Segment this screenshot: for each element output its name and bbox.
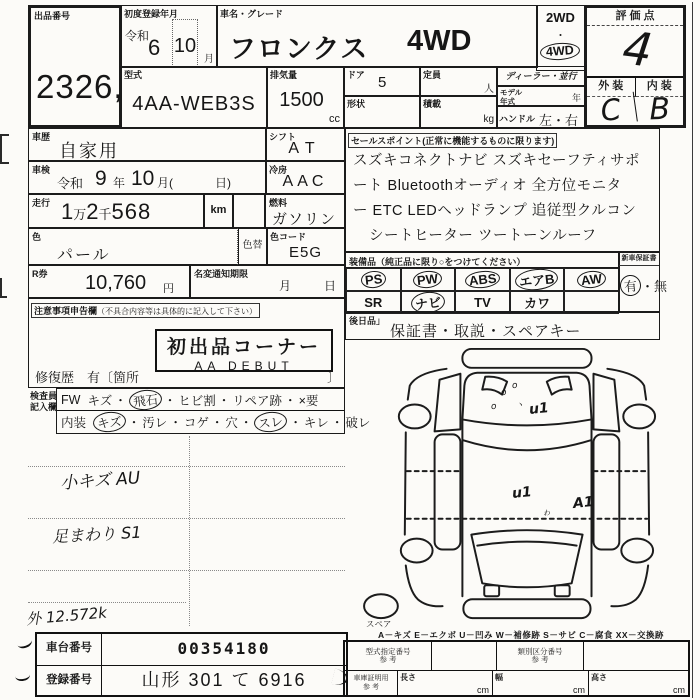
debut-stamp bbox=[155, 329, 333, 372]
mileage-part: 万 bbox=[73, 207, 87, 222]
inspector-item-separator: ・ bbox=[169, 416, 182, 430]
displacement-unit: cc bbox=[329, 113, 340, 125]
damage-mark: o bbox=[510, 380, 518, 391]
debut-stamp-line2: AA DEBUT bbox=[194, 359, 294, 373]
shape-label: 形状 bbox=[347, 99, 366, 109]
equipment-item-label: ナビ bbox=[410, 290, 446, 314]
model-year-unit: 年 bbox=[571, 93, 581, 103]
ac-cell bbox=[265, 161, 345, 194]
mileage-blank-cell bbox=[232, 194, 265, 228]
capacity-unit: 人 bbox=[484, 84, 494, 95]
r-ticket-value: 10,760 bbox=[85, 272, 147, 294]
class-number-cell bbox=[497, 642, 584, 670]
equipment-item bbox=[510, 268, 565, 291]
mileage-unit-cell bbox=[203, 194, 234, 228]
warranty-value bbox=[620, 275, 667, 296]
inspector-label-1: 検査員 bbox=[30, 391, 58, 401]
inspector-item: 汚レ bbox=[142, 416, 168, 430]
color-cell bbox=[28, 228, 239, 265]
width-cell bbox=[493, 671, 589, 696]
reference-row-1 bbox=[345, 642, 688, 671]
equipment-label: 装備品（純正品に限り○をつけてください） bbox=[349, 257, 526, 267]
inspector-item: 破レ bbox=[345, 416, 371, 430]
first-reg-month: 10 bbox=[172, 19, 198, 67]
inspection-day-unit: 日) bbox=[215, 176, 231, 190]
pen-stroke bbox=[14, 669, 30, 682]
equipment-item-label: PS bbox=[360, 270, 387, 290]
type-number-ref: 参 考 bbox=[379, 655, 397, 664]
shift-label: シフト bbox=[269, 132, 297, 142]
inspector-item: 穴 bbox=[225, 416, 238, 430]
width-unit: cm bbox=[573, 685, 585, 695]
capacity-cell bbox=[419, 66, 498, 97]
note-line bbox=[28, 570, 345, 571]
car-name: フロンクス bbox=[229, 34, 369, 64]
notice-box bbox=[28, 298, 345, 388]
warranty-yes-circled: 有 bbox=[619, 274, 642, 297]
inspector-item: リペア跡 bbox=[232, 393, 283, 408]
inspector-item-separator: ・ bbox=[289, 416, 302, 430]
notice-label-main: 注意事項申告欄 bbox=[34, 306, 98, 316]
first-registration-cell bbox=[120, 5, 218, 68]
inspection-era: 令和 bbox=[57, 176, 84, 191]
grade-values-row bbox=[587, 91, 683, 129]
inspector-label-2: 記入欄 bbox=[30, 402, 58, 412]
score-label: 評 価 点 bbox=[587, 8, 683, 26]
inspector-row bbox=[57, 411, 371, 433]
doors-cell bbox=[343, 66, 421, 97]
ac-value: AAC bbox=[282, 173, 328, 190]
damage-mark: 丶 bbox=[514, 400, 525, 412]
grade: 4WD bbox=[407, 25, 472, 57]
height-label: 高さ bbox=[591, 673, 607, 682]
damage-mark: ゎ bbox=[541, 507, 552, 519]
equipment-item bbox=[510, 291, 565, 314]
model-code-cell bbox=[120, 66, 268, 128]
equipment-item bbox=[455, 268, 510, 291]
garage-cert-cell bbox=[345, 671, 398, 696]
lot-number: 2326, bbox=[36, 68, 124, 105]
chassis-number: 00354180 bbox=[177, 639, 271, 658]
equipment-grid bbox=[345, 267, 620, 312]
equipment-item-label: SR bbox=[364, 295, 383, 310]
chassis-row bbox=[37, 634, 346, 666]
equipment-item bbox=[401, 268, 456, 291]
diagram-marks bbox=[350, 340, 690, 630]
equipment-item bbox=[564, 268, 619, 291]
class-number-label: 類別区分番号 bbox=[517, 646, 563, 656]
equipment-item bbox=[346, 291, 401, 314]
model-code-label: 型式 bbox=[124, 70, 143, 80]
exterior-label: 外 装 bbox=[587, 78, 636, 97]
inspector-item-separator: ・ bbox=[127, 416, 141, 430]
ac-label: 冷房 bbox=[269, 165, 288, 175]
name-change-cell bbox=[190, 265, 345, 298]
height-cell bbox=[589, 671, 688, 696]
equipment-item-label: PW bbox=[413, 270, 444, 290]
inspector-item-separator: ・ bbox=[217, 393, 231, 408]
length-unit: cm bbox=[477, 685, 489, 695]
model-code: 4AA-WEB3S bbox=[132, 93, 256, 115]
inspector-item: スレ bbox=[253, 410, 288, 433]
inspector-item: ヒビ割 bbox=[178, 393, 216, 408]
sales-point-box bbox=[345, 128, 660, 252]
class-number-value bbox=[584, 642, 688, 670]
sales-point-line: シートヒーター ツートーンルーフ bbox=[369, 228, 597, 244]
interior-label: 内 装 bbox=[636, 78, 684, 97]
note-line bbox=[28, 602, 186, 603]
type-number-label: 型式指定番号 bbox=[365, 646, 411, 656]
dealer-cell bbox=[496, 66, 586, 87]
damage-mark: o bbox=[500, 387, 508, 399]
car-name-cell bbox=[216, 5, 538, 68]
shift-cell bbox=[265, 128, 345, 161]
car-diagram bbox=[350, 340, 690, 630]
inspector-item-separator: ・ bbox=[284, 393, 297, 408]
color-code-label: 色コード bbox=[270, 232, 307, 242]
first-reg-year: 6 bbox=[148, 35, 161, 60]
damage-mark: o bbox=[490, 402, 498, 413]
handwritten-note-3: 外 12.572k bbox=[25, 603, 108, 629]
mileage-cell bbox=[28, 194, 205, 228]
repair-history-label: 修復歴 有〔箇所 bbox=[35, 370, 140, 385]
inspector-item: 飛石 bbox=[128, 388, 163, 411]
r-ticket-cell bbox=[28, 265, 190, 298]
inspector-item-separator: ・ bbox=[210, 416, 224, 430]
registration-number: 山形 301 て 6916 bbox=[141, 670, 307, 690]
model-year-cell bbox=[496, 85, 586, 107]
spare-tire-label: スペア bbox=[366, 619, 392, 630]
fuel-cell bbox=[265, 194, 345, 228]
length-label: 長さ bbox=[400, 673, 416, 682]
equipment-item-label: TV bbox=[474, 295, 491, 310]
handle-label: ハンドル bbox=[499, 114, 536, 124]
warranty-no: 無 bbox=[654, 279, 668, 294]
lot-number-box bbox=[28, 5, 122, 128]
doors-value: 5 bbox=[378, 74, 387, 91]
dealer-label: ディーラー・並行 bbox=[505, 71, 577, 81]
sales-point-label-wrap bbox=[348, 131, 557, 149]
shift-value: AT bbox=[288, 140, 322, 157]
inspector-item-separator: ・ bbox=[163, 393, 177, 408]
mileage-part: 1 bbox=[61, 199, 74, 224]
first-reg-month-unit: 月 bbox=[204, 54, 214, 65]
equipment-item-label: AW bbox=[576, 270, 607, 290]
inspector-label bbox=[30, 391, 57, 413]
equipment-item bbox=[401, 291, 456, 314]
warranty-dot: ・ bbox=[641, 279, 655, 294]
inspector-item: キズ bbox=[92, 410, 127, 433]
displacement-value: 1500 bbox=[279, 89, 324, 111]
displacement-label: 排気量 bbox=[270, 70, 298, 80]
mileage-unit: km bbox=[210, 204, 227, 216]
sales-point-line: スズキコネクトナビ スズキセーフティサポ bbox=[353, 153, 641, 169]
type-number-cell bbox=[345, 642, 432, 670]
reference-row-2 bbox=[345, 671, 688, 696]
color-value: パール bbox=[57, 247, 111, 264]
drive-dot: ・ bbox=[555, 30, 566, 42]
handwritten-note-2: 足まわり S1 bbox=[51, 522, 142, 547]
mileage-part: 千 bbox=[98, 207, 112, 222]
inspector-item: キレ bbox=[303, 416, 329, 430]
debut-stamp-line1: 初出品コーナー bbox=[166, 337, 321, 358]
handle-cell bbox=[496, 105, 586, 128]
note-line bbox=[28, 518, 345, 519]
equipment-item bbox=[455, 291, 510, 314]
registration-row bbox=[37, 666, 346, 695]
mileage-label: 走行 bbox=[32, 198, 51, 208]
equipment-item-label: エアB bbox=[514, 267, 559, 292]
doors-label: ドア bbox=[347, 70, 365, 80]
damage-mark: A1 bbox=[571, 494, 595, 513]
color-label: 色 bbox=[32, 232, 42, 242]
inspection-month-unit: 月( bbox=[157, 176, 173, 190]
fuel-label: 燃料 bbox=[269, 198, 288, 208]
handwritten-note-1: 小キズ AU bbox=[59, 468, 141, 494]
mileage-part: 2 bbox=[86, 199, 99, 224]
first-registration-label: 初度登録年月 bbox=[124, 9, 179, 19]
inspection-cell bbox=[28, 161, 267, 194]
drive-option-2wd: 2WD bbox=[546, 10, 575, 25]
inspection-year: 9 bbox=[95, 167, 107, 190]
shape-cell bbox=[343, 95, 421, 128]
score-box bbox=[584, 5, 686, 128]
color-change-cell bbox=[237, 228, 268, 265]
r-ticket-unit: 円 bbox=[163, 283, 174, 295]
later-items-row bbox=[345, 312, 660, 340]
damage-mark: u1 bbox=[510, 484, 533, 502]
handle-value: 左・右 bbox=[539, 113, 579, 128]
width-label: 幅 bbox=[495, 673, 503, 682]
damage-legend: A－キズ E－エクボ U－凹み W－補修跡 S－サビ C－腐食 XX－交換跡 bbox=[377, 630, 665, 640]
repair-history-close: 〕 bbox=[326, 370, 340, 385]
later-items-value: 保証書・取説・スペアキー bbox=[390, 323, 582, 340]
color-code-cell bbox=[266, 228, 345, 265]
later-items-label: 後日品」 bbox=[349, 316, 386, 326]
page-edge-line bbox=[692, 2, 693, 698]
class-number-ref: 参 考 bbox=[531, 655, 549, 664]
lot-number-label: 出品番号 bbox=[34, 11, 71, 21]
score-value: 4 bbox=[619, 20, 656, 78]
notice-label-sub: （不具合内容等は具体的に記入して下さい） bbox=[97, 307, 258, 316]
interior-grade: B bbox=[648, 91, 671, 128]
inspector-item: ×要 bbox=[298, 393, 319, 408]
load-unit: kg bbox=[483, 114, 494, 125]
color-code-value: E5G bbox=[288, 244, 322, 261]
scan-artifact bbox=[0, 134, 9, 164]
sales-point-text bbox=[353, 149, 656, 249]
inspector-row-prefix: 内装 bbox=[61, 416, 87, 430]
chassis-label: 車台番号 bbox=[37, 634, 102, 665]
mileage-part: 568 bbox=[111, 199, 152, 224]
name-change-label: 名変通知期限 bbox=[194, 269, 249, 279]
inspector-box bbox=[56, 388, 371, 434]
capacity-label: 定員 bbox=[423, 70, 442, 80]
history-value: 自家用 bbox=[59, 141, 119, 161]
garage-cert-ref: 参 考 bbox=[363, 683, 379, 691]
car-name-label: 車名・グレード bbox=[220, 9, 284, 19]
length-cell bbox=[398, 671, 493, 696]
plate-table bbox=[35, 632, 348, 697]
inspector-row bbox=[57, 389, 344, 411]
inspector-item-separator: ・ bbox=[114, 393, 127, 408]
sales-point-label: セールスポイント(正常に機能するものに限ります) bbox=[348, 133, 557, 148]
exterior-grade: C bbox=[585, 92, 637, 128]
inspector-row-prefix: FW bbox=[61, 392, 81, 407]
inspector-item-separator: ・ bbox=[239, 416, 253, 430]
drive-type-cell bbox=[536, 5, 585, 71]
load-cell bbox=[419, 95, 498, 128]
inspection-month: 10 bbox=[131, 167, 155, 190]
warranty-label: 新車保証書 bbox=[619, 253, 659, 266]
model-year-label-2: 年式 bbox=[500, 97, 515, 106]
notice-label bbox=[31, 301, 260, 319]
history-label: 車歴 bbox=[32, 132, 51, 142]
height-unit: cm bbox=[673, 685, 685, 695]
equipment-item bbox=[564, 291, 619, 314]
mileage-value bbox=[61, 199, 151, 225]
damage-mark: u1 bbox=[527, 399, 550, 418]
inspection-year-unit: 年 bbox=[113, 176, 126, 190]
name-change-day: 日 bbox=[323, 279, 336, 293]
fuel-value: ガソリン bbox=[272, 211, 337, 228]
scan-artifact bbox=[0, 278, 7, 298]
type-number-value bbox=[432, 642, 497, 670]
equipment-item-label: ABS bbox=[464, 269, 501, 290]
pen-stroke bbox=[16, 635, 34, 650]
inspection-label: 車検 bbox=[32, 165, 51, 175]
load-label: 積載 bbox=[423, 99, 442, 109]
sales-point-line: ート Bluetoothオーディオ 全方位モニタ bbox=[353, 178, 622, 194]
equipment-item-label: カワ bbox=[524, 296, 551, 311]
inspector-item-separator: ・ bbox=[330, 416, 344, 430]
inspector-item: キズ bbox=[87, 393, 113, 408]
sales-point-line: ー ETC LEDヘッドランプ 追従型クルコン bbox=[353, 203, 637, 219]
garage-cert-label: 車庫証明用 bbox=[353, 675, 389, 682]
equipment-item bbox=[346, 268, 401, 291]
warranty-cell bbox=[618, 252, 668, 312]
displacement-cell bbox=[266, 66, 345, 128]
r-ticket-label: R券 bbox=[32, 269, 48, 279]
drive-option-4wd-circled: 4WD bbox=[539, 42, 580, 62]
model-year-label-1: モデル bbox=[500, 88, 523, 97]
note-divider bbox=[189, 436, 190, 626]
reference-table bbox=[343, 640, 690, 697]
name-change-month: 月 bbox=[279, 279, 292, 293]
registration-label: 登録番号 bbox=[37, 666, 102, 695]
inspector-item: コゲ bbox=[183, 416, 209, 430]
first-reg-era: 令和 bbox=[125, 29, 150, 43]
color-change-label: 色替 bbox=[242, 240, 263, 251]
history-cell bbox=[28, 128, 267, 161]
